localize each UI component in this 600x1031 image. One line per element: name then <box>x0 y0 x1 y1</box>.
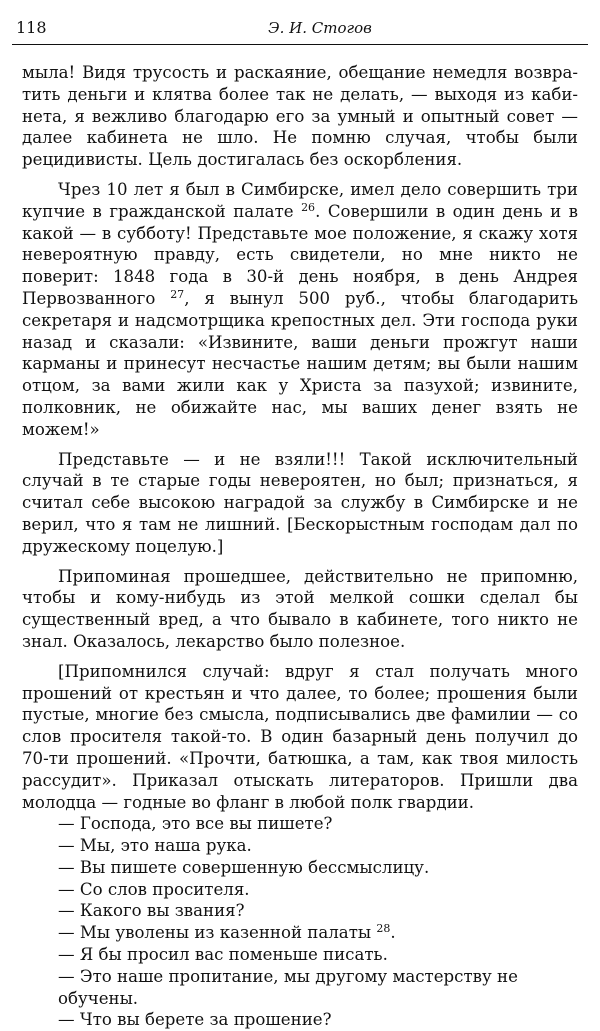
paragraph-text: , я вынул 500 руб., чтобы благодарить секретаря и надсмотрщика крепостных дел. Эти господа руки назад и сказали: «Извините, ваши деньги прожгут наши карманы и принесут несчастье нашим детям; вы были нашим отцом, за вами жили как у Христа за пазухой; извините, полковник, не обижайте нас, мы ваших денег взять не можем!» <box>22 288 578 439</box>
paragraph-text: Представьте — и не взяли!!! Такой исключительный случай в те старые годы невероятен, но был; признаться, я считал себе высокою наградой за службу в Симбирске и не верил, что я там не лишний. [Бескорыстным господам дал по дружескому поцелую.] <box>22 449 578 556</box>
paragraph-text: мыла! Видя трусость и раскаяние, обещание немедля возвратить деньги и клятва более так не делать, — выходя из кабинета, я вежливо благодарю его за умный и опытный совет — далее кабинета не шло. Не помню случая, чтобы были рецидивисты. Цель достигалась без оскорбления. <box>22 63 578 170</box>
paragraph-2 <box>22 179 578 441</box>
dialogue-line: — Господа, это все вы пишете? <box>58 814 333 834</box>
paragraph-text: Чрез 10 лет я был в Симбирске, имел дело совершить три купчие в гражданской палате <box>22 179 578 221</box>
dialogue-line: — Вы пишете совершенную бессмыслицу. <box>58 857 430 877</box>
dialogue-line: — Что вы берете за прошение? <box>58 1010 332 1030</box>
footnote-marker-28: 28 <box>376 922 391 936</box>
paragraph-3 <box>22 449 578 558</box>
page-header <box>12 16 588 46</box>
dialogue-tail: . <box>390 923 396 943</box>
page-number: 118 <box>16 18 47 37</box>
paragraph-1 <box>22 62 578 171</box>
paragraph-text: [Припомнился случай: вдруг я стал получать много прошений от крестьян и что далее, то более; прошения были пустые, многие без смысла, подписывались две фамилии — со слов просителя такой-то. В один базарный день получил до 70-ти прошений. «Прочти, батюшка, а там, как твоя милость рассудит». Приказал отыскать литераторов. Пришли два молодца — годные во фланг в любой полк гвардии. <box>22 661 578 812</box>
paragraph-text: . Совершили в один день и в какой — в субботу! Представьте мое положение, я скажу хотя невероятную правду, есть свидетели, но мне никто не поверит: 1848 года в 30-й день ноября, в день Андрея Первозванного <box>22 201 578 308</box>
paragraph-4 <box>22 566 578 653</box>
footnote-marker-27: 27 <box>170 287 185 301</box>
footnote-marker-26: 26 <box>301 200 316 214</box>
dialogue-line: — Какого вы звания? <box>58 901 245 921</box>
running-head: Э. И. Стогов <box>268 19 372 37</box>
paragraph-text: Припоминая прошедшее, действительно не припомню, чтобы и кому-нибудь из этой мелкой сошки сделал бы существенный вред, а что бывало в кабинете, того никто не знал. Оказалось, лекарство было полезное. <box>22 566 578 651</box>
dialogue-text: — Мы уволены из казенной палаты <box>58 923 372 943</box>
dialogue-line: — Со слов просителя. <box>58 879 250 899</box>
header-rule <box>12 44 588 45</box>
dialogue-line: — Мы, это наша рука. <box>58 836 252 856</box>
body-text <box>22 62 578 1031</box>
dialogue-line: — Я бы просил вас поменьше писать. <box>58 945 388 965</box>
dialogue-line: — Это наше пропитание, мы другому мастерству не обучены. <box>58 966 518 1008</box>
dialogue-line <box>22 922 578 944</box>
paragraph-5 <box>22 661 578 814</box>
